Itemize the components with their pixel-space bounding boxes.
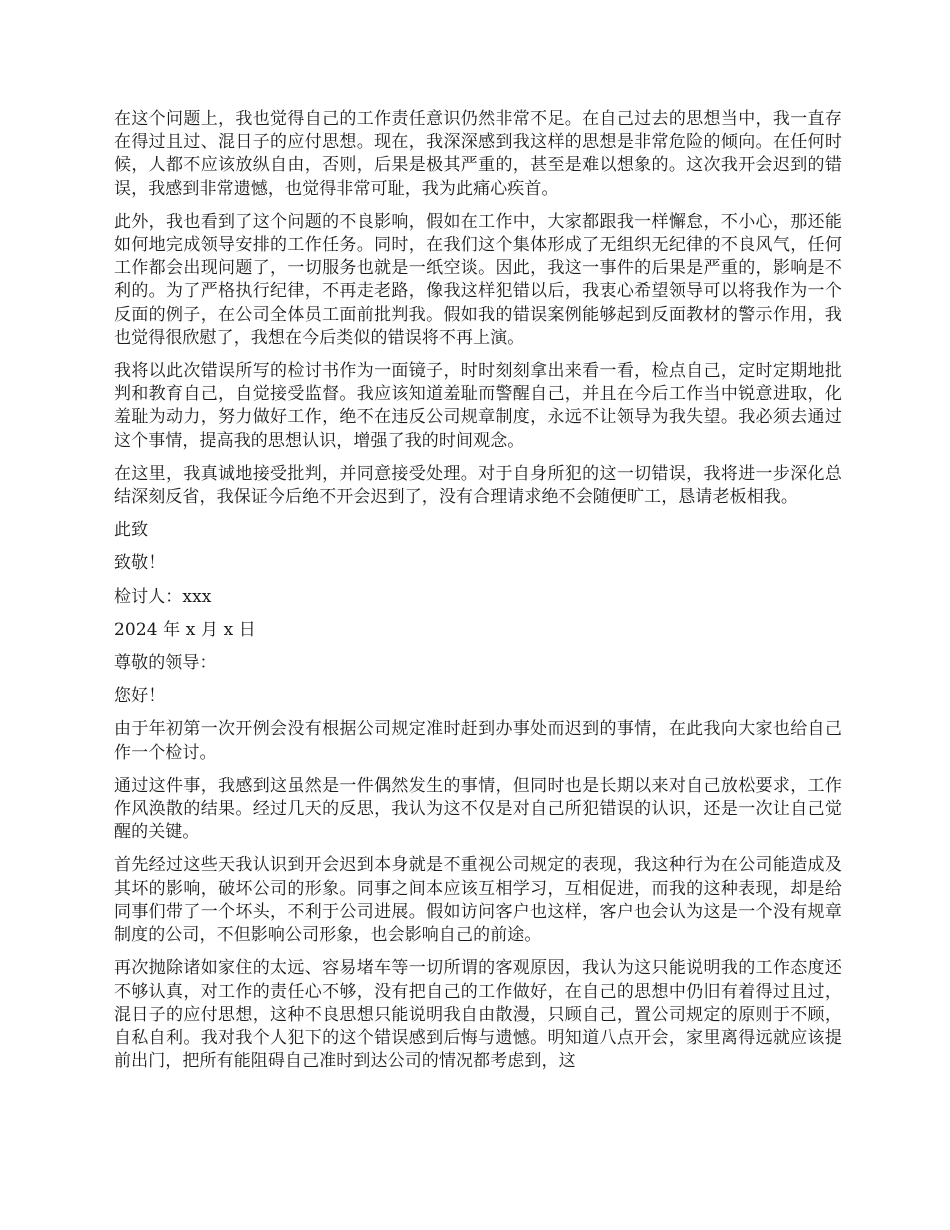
paragraph-mirror: 我将以此次错误所写的检讨书作为一面镜子，时时刻刻拿出来看一看，检点自己，定时定期地批判和教育自己，自觉接受监督。我应该知道羞耻而警醒自己，并且在今后工作当中锐意进取，化羞耻为动力，努力做好工作，绝不在违反公司规章制度，永远不让领导为我失望。我必须去通过这个事情，提高我的思想认识，增强了我的时间观念。 <box>114 361 842 451</box>
signature-author: 检讨人：xxx <box>114 586 212 607</box>
signature-date: 2024 年 x 月 x 日 <box>114 619 256 640</box>
paragraph-acceptance: 在这里，我真诚地接受批判，并同意接受处理。对于自身所犯的这一切错误，我将进一步深化总结深刻反省，我保证今后绝不开会迟到了，没有合理请求绝不会随便旷工，恳请老板相我。 <box>114 463 842 508</box>
greeting-hello: 您好！ <box>114 686 166 707</box>
document-body <box>114 108 842 1083</box>
paragraph-intro: 由于年初第一次开例会没有根据公司规定准时赶到办事处而迟到的事情，在此我向大家也给自己作一个检讨。 <box>114 719 842 763</box>
greeting-recipient: 尊敬的领导： <box>114 653 217 674</box>
closing-salutation: 此致 <box>114 520 149 541</box>
paragraph-first-point: 首先经过这些天我认识到开会迟到本身就是不重视公司规定的表现，我这种行为在公司能造成及其坏的影响，破坏公司的形象。同事之间本应该互相学习，互相促进，而我的这种表现，却是给同事们带了一个坏头，不利于公司进展。假如访问客户也这样，客户也会认为这是一个没有规章制度的公司，不但影响公司形象，也会影响自己的前途。 <box>114 855 842 946</box>
paragraph-bad-influence: 此外，我也看到了这个问题的不良影响，假如在工作中，大家都跟我一样懈怠，不小心，那还能如何地完成领导安排的工作任务。同时，在我们这个集体形成了无组织无纪律的不良风气，任何工作都会出现问题了，一切服务也就是一纸空谈。因此，我这一事件的后果是严重的，影响是不利的。为了严格执行纪律，不再走老路，像我这样犯错以后，我衷心希望领导可以将我作为一个反面的例子，在公司全体员工面前批判我。假如我的错误案例能够起到反面教材的警示作用，我也觉得很欣慰了，我想在今后类似的错误将不再上演。 <box>114 211 842 348</box>
paragraph-responsibility: 在这个问题上，我也觉得自己的工作责任意识仍然非常不足。在自己过去的思想当中，我一直存在得过且过、混日子的应付思想。现在，我深深感到我这样的思想是非常危险的倾向。在任何时候，人都不应该放纵自由，否则，后果是极其严重的，甚至是难以想象的。这次我开会迟到的错误，我感到非常遗憾，也觉得非常可耻，我为此痛心疾首。 <box>114 109 842 199</box>
paragraph-reflection: 通过这件事，我感到这虽然是一件偶然发生的事情，但同时也是长期以来对自己放松要求，工作作风涣散的结果。经过几天的反思，我认为这不仅是对自己所犯错误的认识，还是一次让自己觉醒的关键。 <box>114 775 842 843</box>
closing-regards: 致敬！ <box>114 553 166 574</box>
paragraph-second-point: 再次抛除诸如家住的太远、容易堵车等一切所谓的客观原因，我认为这只能说明我的工作态度还不够认真，对工作的责任心不够，没有把自己的工作做好，在自己的思想中仍旧有着得过且过，混日子的应付思想，这种不良思想只能说明我自由散漫，只顾自己，置公司规定的原则于不顾，自私自利。我对我个人犯下的这个错误感到后悔与遗憾。明知道八点开会，家里离得远就应该提前出门，把所有能阻碍自己准时到达公司的情况都考虑到，这 <box>114 958 842 1072</box>
